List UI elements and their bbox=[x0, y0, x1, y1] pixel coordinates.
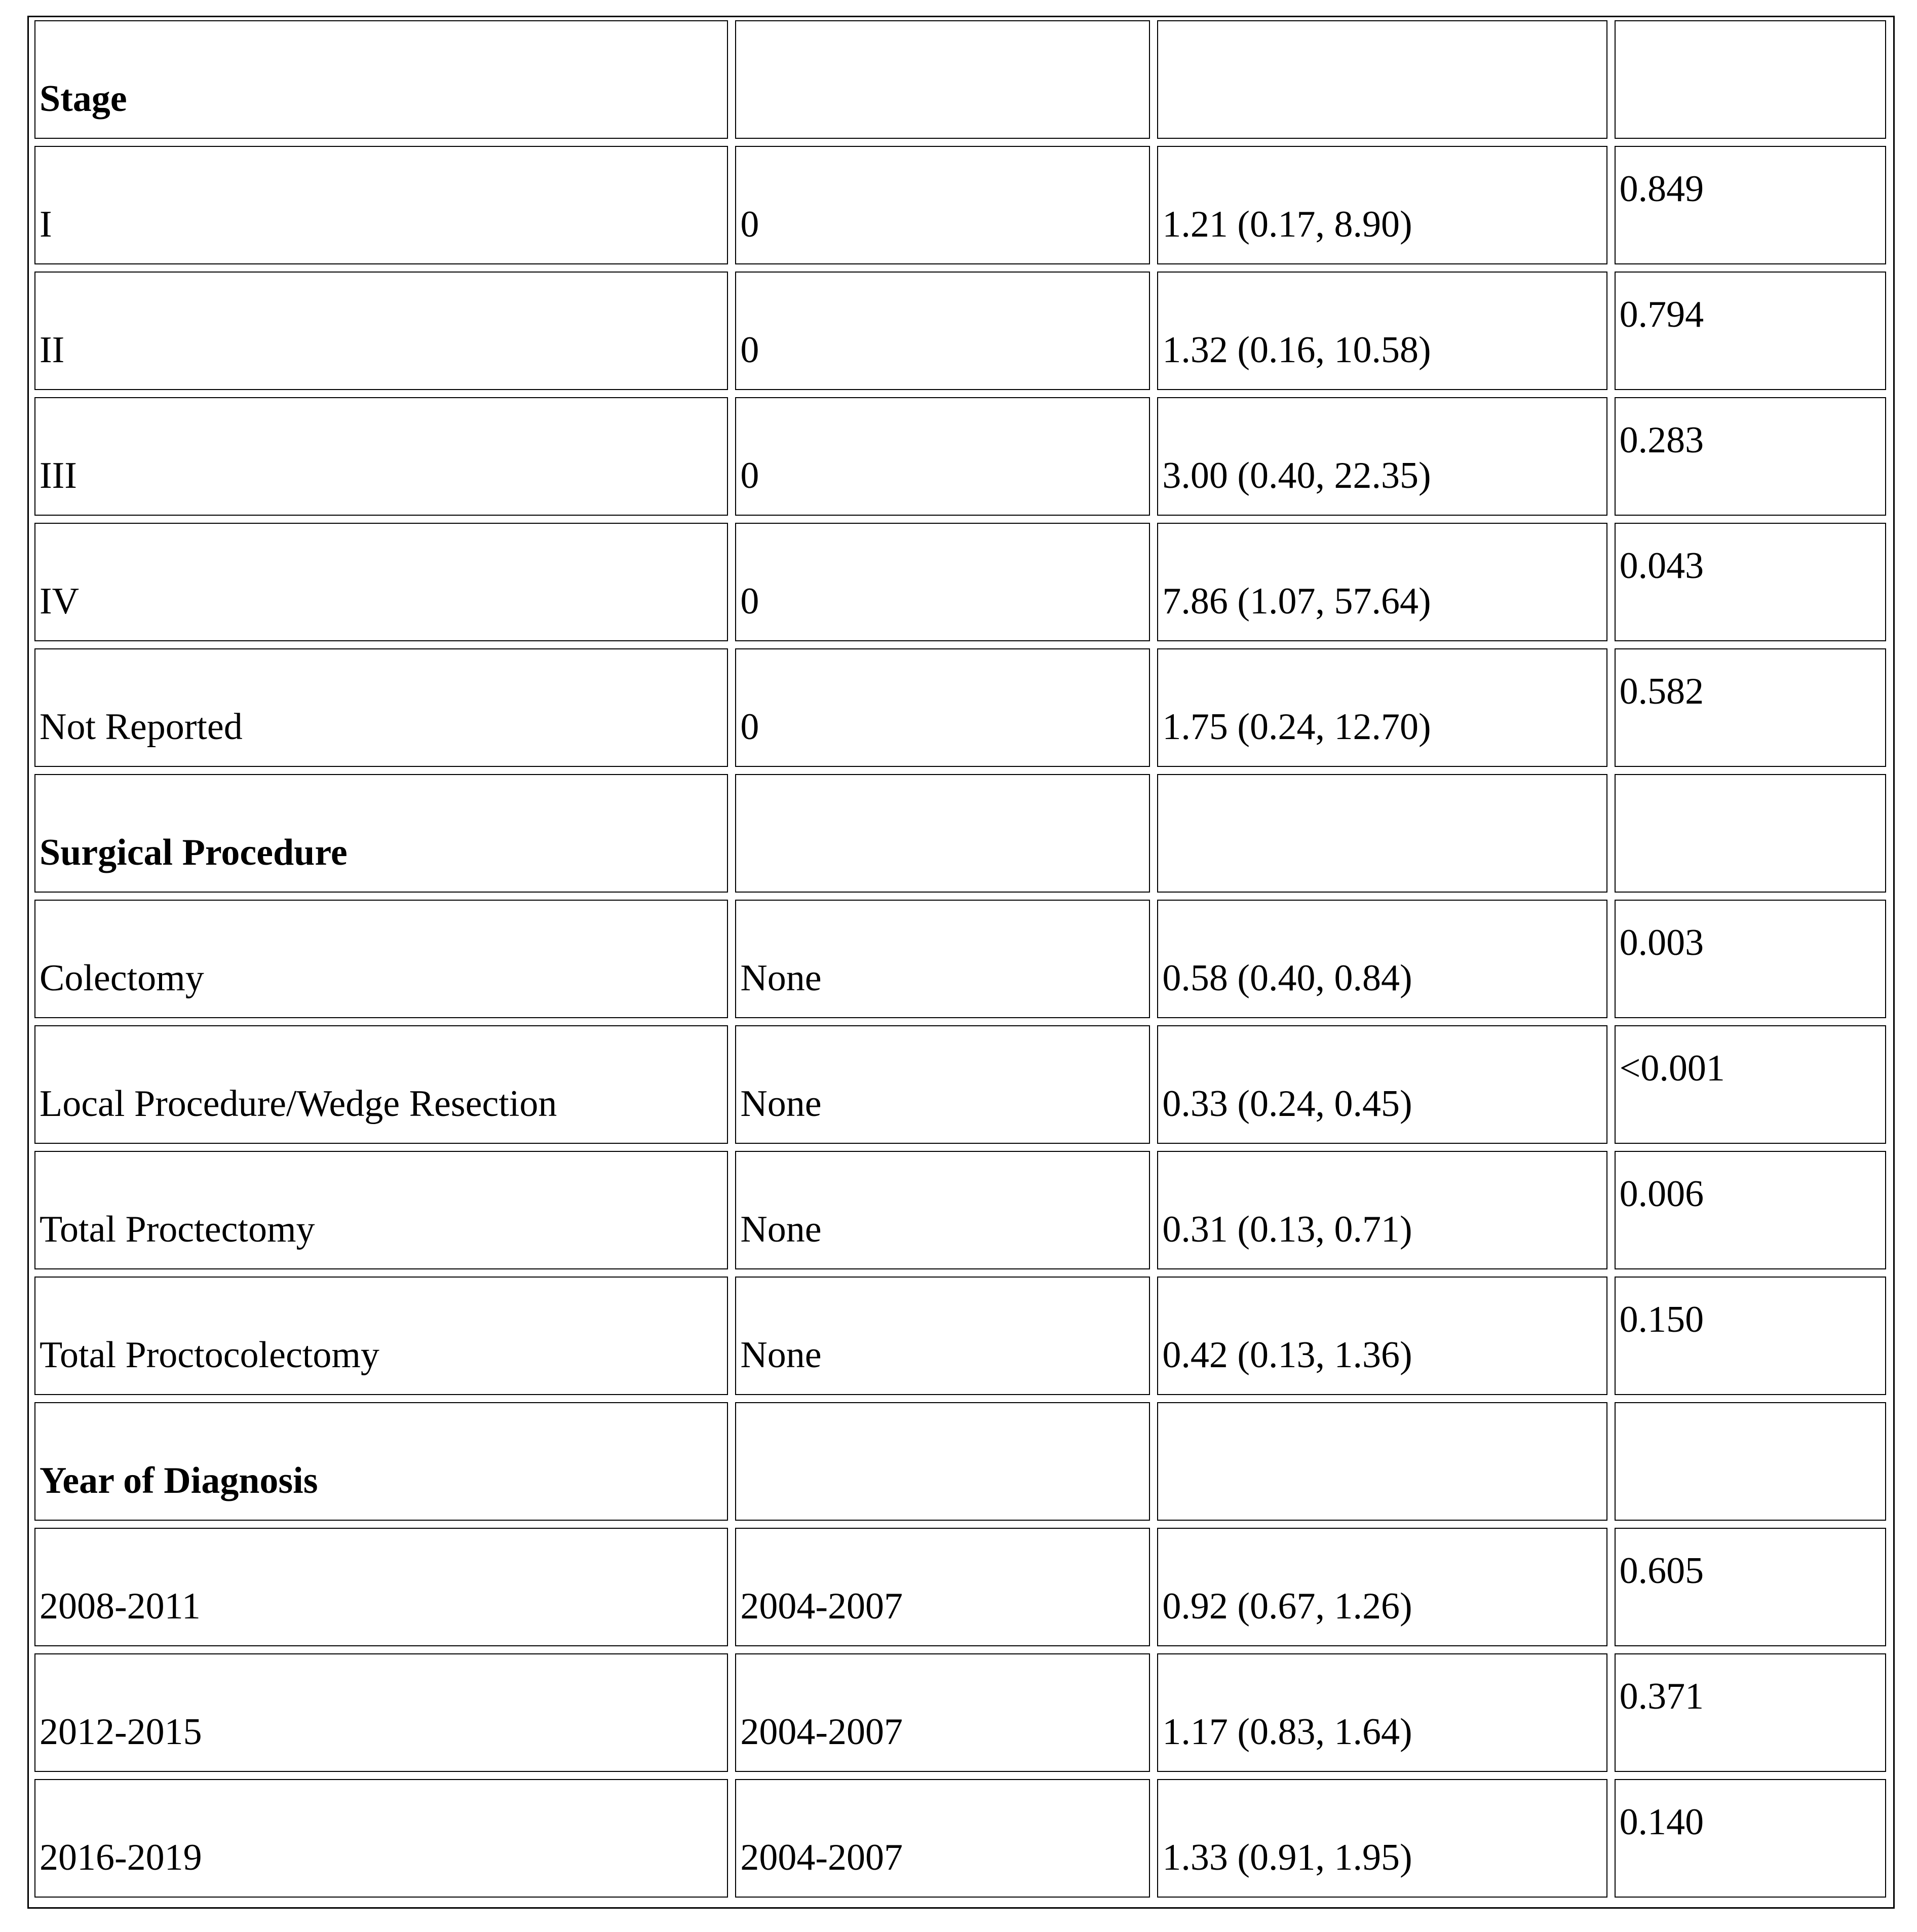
variable-cell: II bbox=[34, 272, 728, 390]
variable-cell bbox=[34, 1402, 728, 1521]
variable-cell: 2012-2015 bbox=[34, 1653, 728, 1772]
p-value-cell: 0.283 bbox=[1615, 397, 1886, 516]
p-value-cell bbox=[1615, 1402, 1886, 1521]
variable-cell bbox=[34, 20, 728, 139]
variable-cell bbox=[34, 774, 728, 893]
reference-cell bbox=[735, 20, 1150, 139]
table-row bbox=[34, 146, 1886, 264]
p-value-cell: 0.140 bbox=[1615, 1779, 1886, 1898]
reference-cell: 0 bbox=[735, 648, 1150, 767]
variable-cell: 2016-2019 bbox=[34, 1779, 728, 1898]
p-value-cell: 0.003 bbox=[1615, 900, 1886, 1018]
variable-cell: Total Proctocolectomy bbox=[34, 1277, 728, 1395]
p-value-cell: 0.150 bbox=[1615, 1277, 1886, 1395]
p-value-cell bbox=[1615, 774, 1886, 893]
reference-cell: None bbox=[735, 1025, 1150, 1144]
estimate-cell: 1.32 (0.16, 10.58) bbox=[1157, 272, 1607, 390]
reference-cell: None bbox=[735, 1151, 1150, 1269]
table-row bbox=[34, 1653, 1886, 1772]
table-row bbox=[34, 1025, 1886, 1144]
variable-cell: I bbox=[34, 146, 728, 264]
table-row bbox=[34, 1151, 1886, 1269]
section-row-year-of-diagnosis bbox=[34, 1402, 1886, 1521]
table-row bbox=[34, 272, 1886, 390]
estimate-cell: 3.00 (0.40, 22.35) bbox=[1157, 397, 1607, 516]
estimate-cell: 1.75 (0.24, 12.70) bbox=[1157, 648, 1607, 767]
p-value-cell: 0.794 bbox=[1615, 272, 1886, 390]
section-label: Year of Diagnosis bbox=[40, 1460, 318, 1501]
estimate-cell: 0.58 (0.40, 0.84) bbox=[1157, 900, 1607, 1018]
reference-cell: 0 bbox=[735, 272, 1150, 390]
section-label: Surgical Procedure bbox=[40, 832, 348, 873]
reference-cell: 2004-2007 bbox=[735, 1528, 1150, 1646]
section-label: Stage bbox=[40, 78, 127, 120]
reference-cell: 2004-2007 bbox=[735, 1779, 1150, 1898]
reference-cell bbox=[735, 774, 1150, 893]
hazard-ratio-table bbox=[27, 13, 1893, 1905]
table-row bbox=[34, 1277, 1886, 1395]
hazard-ratio-table-frame bbox=[27, 16, 1895, 1909]
p-value-cell: 0.605 bbox=[1615, 1528, 1886, 1646]
p-value-cell: 0.006 bbox=[1615, 1151, 1886, 1269]
variable-cell: Colectomy bbox=[34, 900, 728, 1018]
p-value-cell: 0.582 bbox=[1615, 648, 1886, 767]
section-row-surgical-procedure bbox=[34, 774, 1886, 893]
estimate-cell: 1.21 (0.17, 8.90) bbox=[1157, 146, 1607, 264]
variable-cell: 2008-2011 bbox=[34, 1528, 728, 1646]
table-row bbox=[34, 397, 1886, 516]
table-row bbox=[34, 648, 1886, 767]
estimate-cell bbox=[1157, 20, 1607, 139]
estimate-cell: 1.17 (0.83, 1.64) bbox=[1157, 1653, 1607, 1772]
variable-cell: Local Procedure/Wedge Resection bbox=[34, 1025, 728, 1144]
estimate-cell: 0.33 (0.24, 0.45) bbox=[1157, 1025, 1607, 1144]
reference-cell: 2004-2007 bbox=[735, 1653, 1150, 1772]
variable-cell: Not Reported bbox=[34, 648, 728, 767]
reference-cell: 0 bbox=[735, 397, 1150, 516]
p-value-cell: 0.043 bbox=[1615, 523, 1886, 641]
variable-cell: III bbox=[34, 397, 728, 516]
estimate-cell: 0.31 (0.13, 0.71) bbox=[1157, 1151, 1607, 1269]
estimate-cell bbox=[1157, 774, 1607, 893]
table-row bbox=[34, 523, 1886, 641]
estimate-cell: 1.33 (0.91, 1.95) bbox=[1157, 1779, 1607, 1898]
p-value-cell: 0.371 bbox=[1615, 1653, 1886, 1772]
table-row bbox=[34, 900, 1886, 1018]
reference-cell bbox=[735, 1402, 1150, 1521]
table-row bbox=[34, 1528, 1886, 1646]
table-body bbox=[34, 20, 1886, 1898]
reference-cell: None bbox=[735, 1277, 1150, 1395]
estimate-cell: 0.42 (0.13, 1.36) bbox=[1157, 1277, 1607, 1395]
p-value-cell: <0.001 bbox=[1615, 1025, 1886, 1144]
reference-cell: 0 bbox=[735, 523, 1150, 641]
variable-cell: Total Proctectomy bbox=[34, 1151, 728, 1269]
p-value-cell bbox=[1615, 20, 1886, 139]
estimate-cell: 0.92 (0.67, 1.26) bbox=[1157, 1528, 1607, 1646]
estimate-cell bbox=[1157, 1402, 1607, 1521]
reference-cell: None bbox=[735, 900, 1150, 1018]
reference-cell: 0 bbox=[735, 146, 1150, 264]
estimate-cell: 7.86 (1.07, 57.64) bbox=[1157, 523, 1607, 641]
section-row-stage bbox=[34, 20, 1886, 139]
p-value-cell: 0.849 bbox=[1615, 146, 1886, 264]
table-row bbox=[34, 1779, 1886, 1898]
variable-cell: IV bbox=[34, 523, 728, 641]
